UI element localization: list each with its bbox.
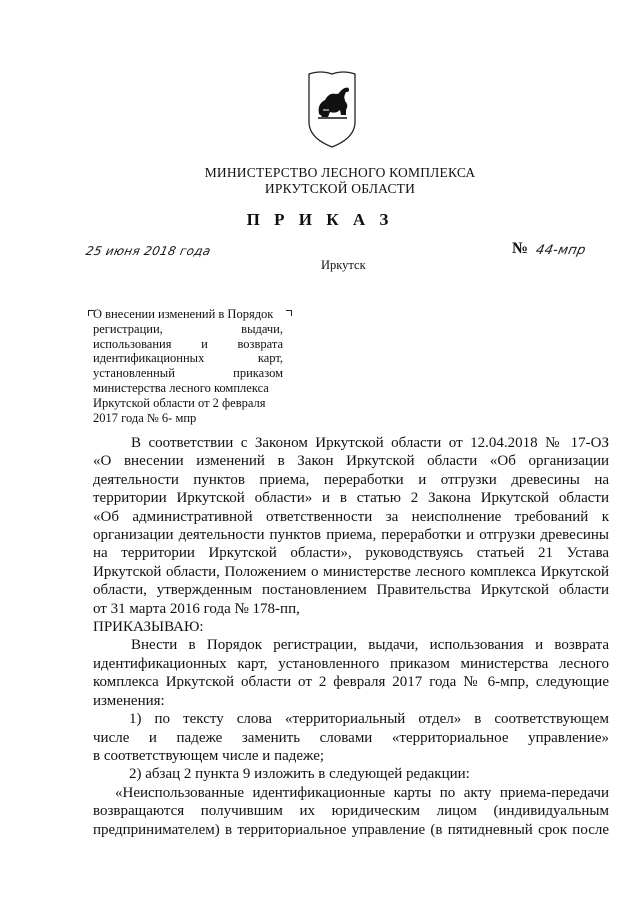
body-line: числе и падеже заменить словами «территориальное управление»	[93, 729, 609, 746]
body-line: 1) по тексту слова «территориальный отдел» в соответствующем	[129, 711, 609, 728]
body-line: в соответствующем числе и падеже;	[93, 747, 325, 764]
subject-line: идентификационных карт,	[93, 351, 283, 366]
body-line: идентификационных карт, установленного приказом министерства лесного	[93, 655, 609, 672]
subject-line: 2017 года № 6- мпр	[93, 410, 197, 425]
body-line: «Об административной ответственности за неисполнение требований к	[93, 508, 609, 525]
body-line: 2) абзац 2 пункта 9 изложить в следующей редакции:	[129, 766, 470, 783]
subject-line: использования и возврата	[93, 336, 283, 351]
document-title: П Р И К А З	[246, 210, 394, 229]
body-line: на территории Иркутской области», руководствуясь статьей 21 Устава	[93, 545, 609, 562]
body-line: изменения:	[93, 692, 165, 709]
body-line: организации деятельности пунктов приема, переработки и отгрузки древесины	[93, 527, 609, 544]
order-body	[93, 434, 609, 839]
subject-line: Иркутской области от 2 февраля	[93, 395, 266, 410]
body-line: «О внесении изменений в Закон Иркутской области «Об организации	[93, 453, 609, 470]
coat-of-arms-emblem	[303, 70, 361, 150]
body-line: предпринимателем) в территориальное управление (в пятидневный срок после	[93, 821, 609, 838]
body-line: Внести в Порядок регистрации, выдачи, использования и возврата	[131, 637, 609, 654]
ministry-name-line1: МИНИСТЕРСТВО ЛЕСНОГО КОМПЛЕКСА	[204, 165, 476, 180]
subject-corner-right	[286, 310, 292, 316]
body-line: возвращаются получившим их юридическим лицом (индивидуальным	[93, 803, 609, 820]
body-line: деятельности пунктов приема, переработки и отгрузки древесины на	[93, 471, 609, 488]
subject-line: регистрации, выдачи,	[93, 321, 283, 336]
handwritten-date: 25 июня 2018 года	[84, 244, 213, 258]
ministry-name-line2: ИРКУТСКОЙ ОБЛАСТИ	[264, 181, 416, 196]
body-line: В соответствии с Законом Иркутской области от 12.04.2018 № 17-ОЗ	[131, 435, 609, 451]
body-line: Иркутской области, Положением о министерстве лесного комплекса Иркутской	[93, 563, 609, 580]
subject-line: установленный приказом	[93, 366, 283, 381]
handwritten-number: 44-мпр	[534, 243, 588, 258]
subject-line: министерства лесного комплекса	[93, 380, 269, 395]
subject-block	[93, 307, 283, 425]
body-line: «Неиспользованные идентификационные карты по акту приема-передачи	[115, 784, 609, 801]
subject-line: О внесении изменений в Порядок	[93, 307, 274, 321]
number-sign: №	[512, 240, 529, 257]
body-line: комплекса Иркутской области от 2 февраля 2017 года № 6-мпр, следующие	[93, 674, 609, 691]
city-name: Иркутск	[321, 258, 366, 272]
body-line: от 31 марта 2016 года № 178-пп,	[93, 600, 300, 617]
body-line: территории Иркутской области» и в статью 2 Закона Иркутской области	[93, 490, 609, 507]
body-line: области, утвержденным постановлением Правительства Иркутской области	[93, 582, 609, 599]
body-line-order-word: ПРИКАЗЫВАЮ:	[93, 619, 204, 636]
